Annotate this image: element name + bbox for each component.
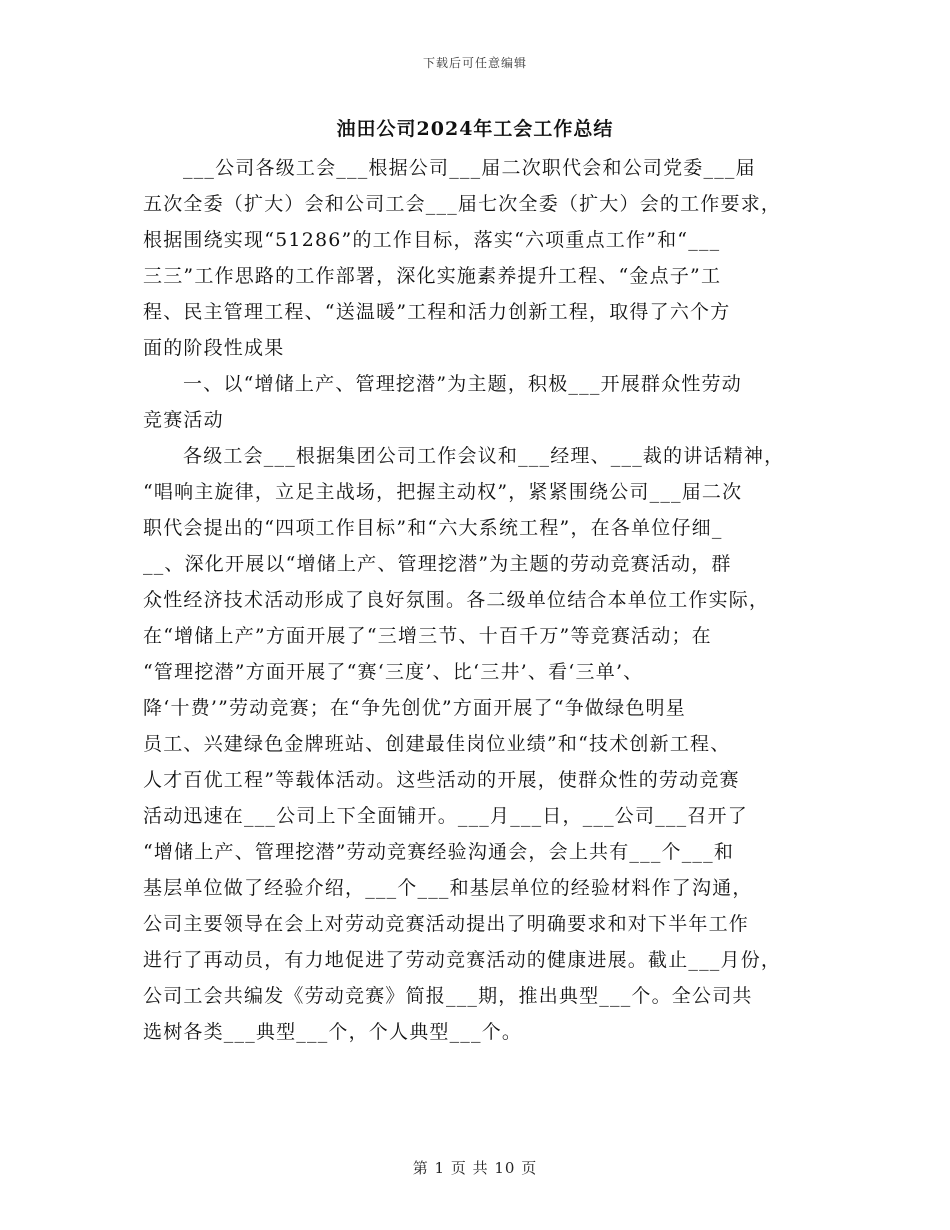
document-title: 油田公司2024年工会工作总结: [336, 118, 614, 140]
document-body: [143, 150, 823, 1050]
paragraph-line: 各级工会___根据集团公司工作会议和___经理、___裁的讲话精神，: [183, 445, 785, 467]
page-number: 第 1 页 共 10 页: [412, 1159, 538, 1177]
section-heading-line: 一、以“增储上产、管理挖潜”为主题，积极___开展群众性劳动: [183, 373, 742, 395]
section-heading-line: 竞赛活动: [143, 409, 224, 431]
paragraph-line: “唱响主旋律，立足主战场，把握主动权”，紧紧围绕公司___届二次: [143, 481, 743, 503]
paragraph-line: 五次全委（扩大）会和公司工会___届七次全委（扩大）会的工作要求，: [143, 193, 782, 215]
paragraph-line: 活动迅速在___公司上下全面铺开。___月___日，___公司___召开了: [143, 805, 748, 827]
paragraph-line: 程、民主管理工程、“送温暖”工程和活力创新工程，取得了六个方: [143, 301, 731, 323]
paragraph-line: “增储上产、管理挖潜”劳动竞赛经验沟通会，会上共有___个___和: [143, 841, 735, 863]
paragraph-line: 面的阶段性成果: [143, 337, 285, 359]
paragraph-line: 众性经济技术活动形成了良好氛围。各二级单位结合本单位工作实际，: [143, 589, 770, 611]
paragraph-line: 人才百优工程”等载体活动。这些活动的开展，使群众性的劳动竞赛: [143, 769, 740, 791]
paragraph-line: 员工、兴建绿色金牌班站、创建最佳岗位业绩”和“技术创新工程、: [143, 733, 731, 755]
paragraph-line: 根据围绕实现“51286”的工作目标，落实“六项重点工作”和“___: [143, 229, 721, 251]
paragraph-line: __、深化开展以“增储上产、管理挖潜”为主题的劳动竞赛活动，群: [143, 553, 732, 575]
paragraph-line: 公司主要领导在会上对劳动竞赛活动提出了明确要求和对下半年工作: [143, 913, 750, 935]
paragraph-line: 进行了再动员，有力地促进了劳动竞赛活动的健康进展。截止___月份，: [143, 949, 782, 971]
paragraph-line: 降‘十费’”劳动竞赛；在“争先创优”方面开展了“争做绿色明星: [143, 697, 686, 719]
paragraph-line: “管理挖潜”方面开展了“赛‘三度’、比‘三井’、看‘三单’、: [143, 661, 644, 683]
paragraph-line: 在“增储上产”方面开展了“三增三节、十百千万”等竞赛活动；在: [143, 625, 712, 647]
paragraph-line: 三三”工作思路的工作部署，深化实施素养提升工程、“金点子”工: [143, 265, 722, 287]
paragraph-line: 选树各类___典型___个，个人典型___个。: [143, 1021, 523, 1043]
paragraph-line: ___公司各级工会___根据公司___届二次职代会和公司党委___届: [183, 157, 756, 179]
paragraph-line: 公司工会共编发《劳动竞赛》简报___期，推出典型___个。全公司共: [143, 985, 753, 1007]
paragraph-line: 基层单位做了经验介绍，___个___和基层单位的经验材料作了沟通，: [143, 877, 753, 899]
page-header-note: 下载后可任意编辑: [422, 56, 527, 70]
paragraph-line: 职代会提出的“四项工作目标”和“六大系统工程”，在各单位仔细_: [143, 517, 723, 539]
